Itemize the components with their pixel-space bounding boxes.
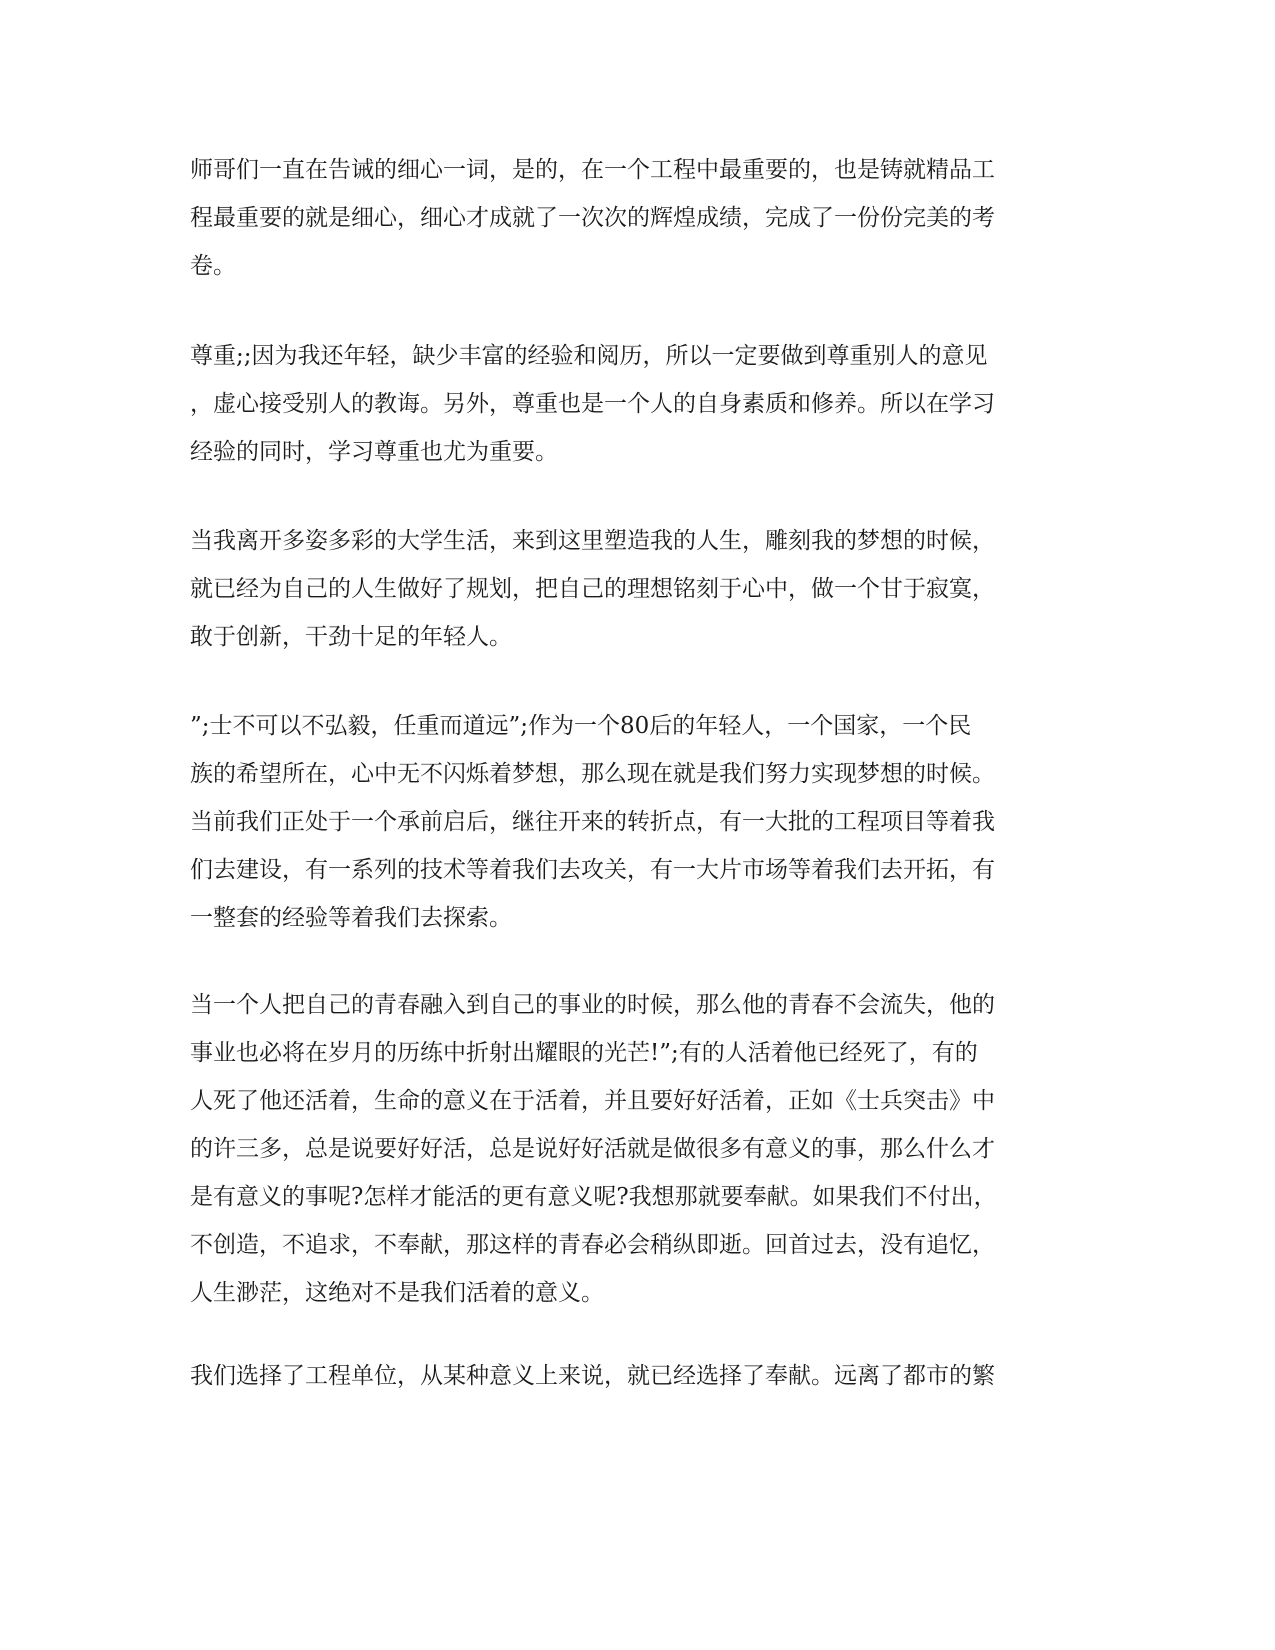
text-line: 一整套的经验等着我们去探索。: [190, 905, 512, 931]
text-line: 的许三多，总是说要好好活，总是说好好活就是做很多有意义的事，那么什么才: [190, 1136, 995, 1162]
text-line: 尊重;;因为我还年轻，缺少丰富的经验和阅历，所以一定要做到尊重别人的意见: [190, 343, 988, 369]
text-line: 当一个人把自己的青春融入到自己的事业的时候，那么他的青春不会流失，他的: [190, 992, 995, 1018]
text-line: 当我离开多姿多彩的大学生活，来到这里塑造我的人生，雕刻我的梦想的时候，: [190, 528, 995, 554]
text-line: 是有意义的事呢?怎样才能活的更有意义呢?我想那就要奉献。如果我们不付出，: [190, 1184, 997, 1210]
paragraph-5: [190, 981, 1070, 1317]
text-line: 事业也必将在岁月的历练中折射出耀眼的光芒!”;有的人活着他已经死了，有的: [190, 1040, 978, 1066]
text-line: ，虚心接受别人的教诲。另外，尊重也是一个人的自身素质和修养。所以在学习: [190, 391, 995, 417]
text-line: 不创造，不追求，不奉献，那这样的青春必会稍纵即逝。回首过去，没有追忆，: [190, 1232, 995, 1258]
text-line: 卷。: [190, 253, 236, 279]
text-line: ”;士不可以不弘毅，任重而道远”;作为一个80后的年轻人，一个国家，一个民: [190, 713, 972, 739]
text-line: 程最重要的就是细心，细心才成就了一次次的辉煌成绩，完成了一份份完美的考: [190, 205, 995, 231]
text-line: 我们选择了工程单位，从某种意义上来说，就已经选择了奉献。远离了都市的繁: [190, 1363, 995, 1389]
paragraph-3: [190, 517, 1070, 661]
text-line: 人生渺茫，这绝对不是我们活着的意义。: [190, 1280, 604, 1306]
paragraph-4: [190, 702, 1070, 942]
text-line: 师哥们一直在告诫的细心一词，是的，在一个工程中最重要的，也是铸就精品工: [190, 157, 995, 183]
text-line: 就已经为自己的人生做好了规划，把自己的理想铭刻于心中，做一个甘于寂寞，: [190, 576, 995, 602]
text-line: 们去建设，有一系列的技术等着我们去攻关，有一大片市场等着我们去开拓，有: [190, 857, 995, 883]
text-line: 经验的同时，学习尊重也尤为重要。: [190, 439, 558, 465]
text-line: 敢于创新，干劲十足的年轻人。: [190, 624, 512, 650]
paragraph-2: [190, 332, 1070, 476]
text-line: 族的希望所在，心中无不闪烁着梦想，那么现在就是我们努力实现梦想的时候。: [190, 761, 995, 787]
text-line: 当前我们正处于一个承前启后，继往开来的转折点，有一大批的工程项目等着我: [190, 809, 995, 835]
paragraph-1: [190, 146, 1070, 290]
paragraph-6: [190, 1352, 1070, 1400]
text-line: 人死了他还活着，生命的意义在于活着，并且要好好活着，正如《士兵突击》中: [190, 1088, 995, 1114]
